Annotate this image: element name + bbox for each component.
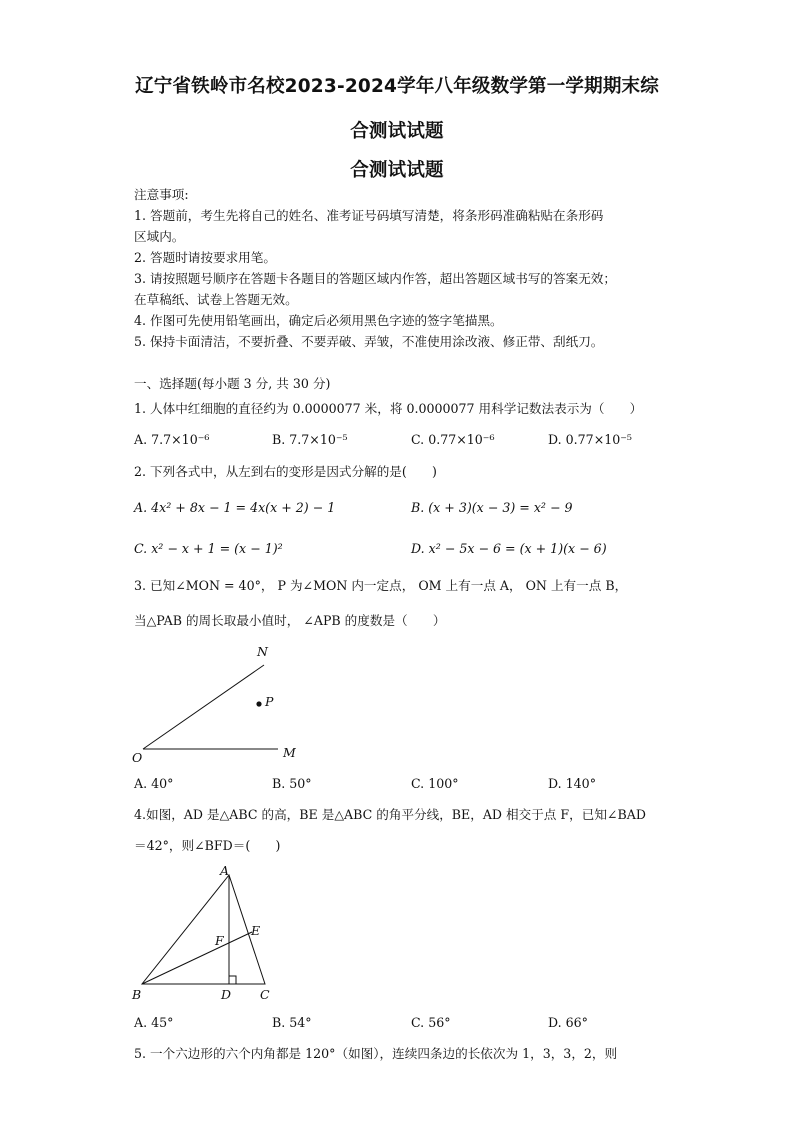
q1-option-c: C. 0.77×10⁻⁶ — [411, 432, 495, 447]
exam-title-line2: 合测试试题 — [350, 121, 444, 142]
label-n: N — [257, 644, 268, 659]
label-m: M — [283, 745, 296, 760]
label-e: E — [251, 923, 261, 938]
question-2-stem: 2. 下列各式中，从左到右的变形是因式分解的是( ) — [134, 464, 437, 479]
q4-option-c: C. 56° — [411, 1015, 451, 1030]
question-3-stem-line2: 当△PAB 的周长取最小值时， ∠APB 的度数是（ ） — [134, 613, 446, 628]
label-a: A — [220, 863, 230, 878]
q2-option-a: A. 4x² + 8x − 1 = 4x(x + 2) − 1 — [134, 500, 336, 515]
q2-option-c: C. x² − x + 1 = (x − 1)² — [134, 541, 283, 556]
question-3-stem-line1: 3. 已知∠MON = 40°， P 为∠MON 内一定点， OM 上有一点 A， ON 上有一点 B， — [134, 578, 628, 593]
question-1-stem: 1. 人体中红细胞的直径约为 0.0000077 米，将 0.0000077 用科学记数法表示为（ ） — [134, 401, 643, 416]
q4-option-b: B. 54° — [272, 1015, 312, 1030]
q1-option-b: B. 7.7×10⁻⁵ — [272, 432, 348, 447]
notice-item: 3. 请按照题号顺序在答题卡各题目的答题区域内作答，超出答题区域书写的答案无效； — [134, 271, 616, 286]
q1-option-d: D. 0.77×10⁻⁵ — [548, 432, 632, 447]
triangle-abc — [142, 875, 265, 984]
notice-item: 在草稿纸、试卷上答题无效。 — [134, 292, 298, 307]
question-4-stem-line1: 4.如图，AD 是△ABC 的高，BE 是△ABC 的角平分线，BE，AD 相交于点 F，已知∠BAD — [134, 807, 646, 822]
ray-on — [143, 665, 264, 749]
q2-option-d: D. x² − 5x − 6 = (x + 1)(x − 6) — [411, 541, 607, 556]
label-b: B — [132, 987, 142, 1002]
label-o: O — [132, 750, 143, 765]
question-4-stem-line2: ＝42°，则∠BFD＝( ) — [134, 838, 281, 853]
notice-item: 区域内。 — [134, 229, 185, 244]
q3-option-a: A. 40° — [134, 776, 174, 791]
q4-option-a: A. 45° — [134, 1015, 174, 1030]
label-p: P — [265, 694, 274, 709]
q3-angle-figure — [130, 640, 310, 768]
q3-option-c: C. 100° — [411, 776, 459, 791]
notice-item: 1. 答题前，考生先将自己的姓名、准考证号码填写清楚，将条形码准确粘贴在条形码 — [134, 208, 604, 223]
q2-option-b: B. (x + 3)(x − 3) = x² − 9 — [411, 500, 573, 515]
exam-title-line3: 合测试试题 — [350, 160, 444, 181]
right-angle-mark — [229, 976, 236, 984]
q3-option-d: D. 140° — [548, 776, 596, 791]
notice-item: 4. 作图可先使用铅笔画出，确定后必须用黑色字迹的签字笔描黑。 — [134, 313, 503, 328]
question-5-stem: 5. 一个六边形的六个内角都是 120°（如图），连续四条边的长依次为 1，3，3，2，则 — [134, 1046, 618, 1061]
section-heading-choice: 一、选择题(每小题 3 分, 共 30 分) — [134, 376, 331, 391]
point-p-dot — [256, 701, 261, 706]
label-c: C — [260, 987, 270, 1002]
notice-item: 2. 答题时请按要求用笔。 — [134, 250, 276, 265]
exam-title-line1: 辽宁省铁岭市名校2023-2024学年八年级数学第一学期期末综 — [135, 76, 659, 97]
q4-triangle-figure — [128, 860, 288, 1005]
q3-option-b: B. 50° — [272, 776, 312, 791]
notice-heading: 注意事项: — [134, 187, 189, 202]
q1-option-a: A. 7.7×10⁻⁶ — [134, 432, 210, 447]
label-f: F — [215, 933, 224, 948]
label-d: D — [221, 987, 232, 1002]
q4-option-d: D. 66° — [548, 1015, 588, 1030]
notice-item: 5. 保持卡面清洁，不要折叠、不要弄破、弄皱，不准使用涂改液、修正带、刮纸刀。 — [134, 334, 604, 349]
